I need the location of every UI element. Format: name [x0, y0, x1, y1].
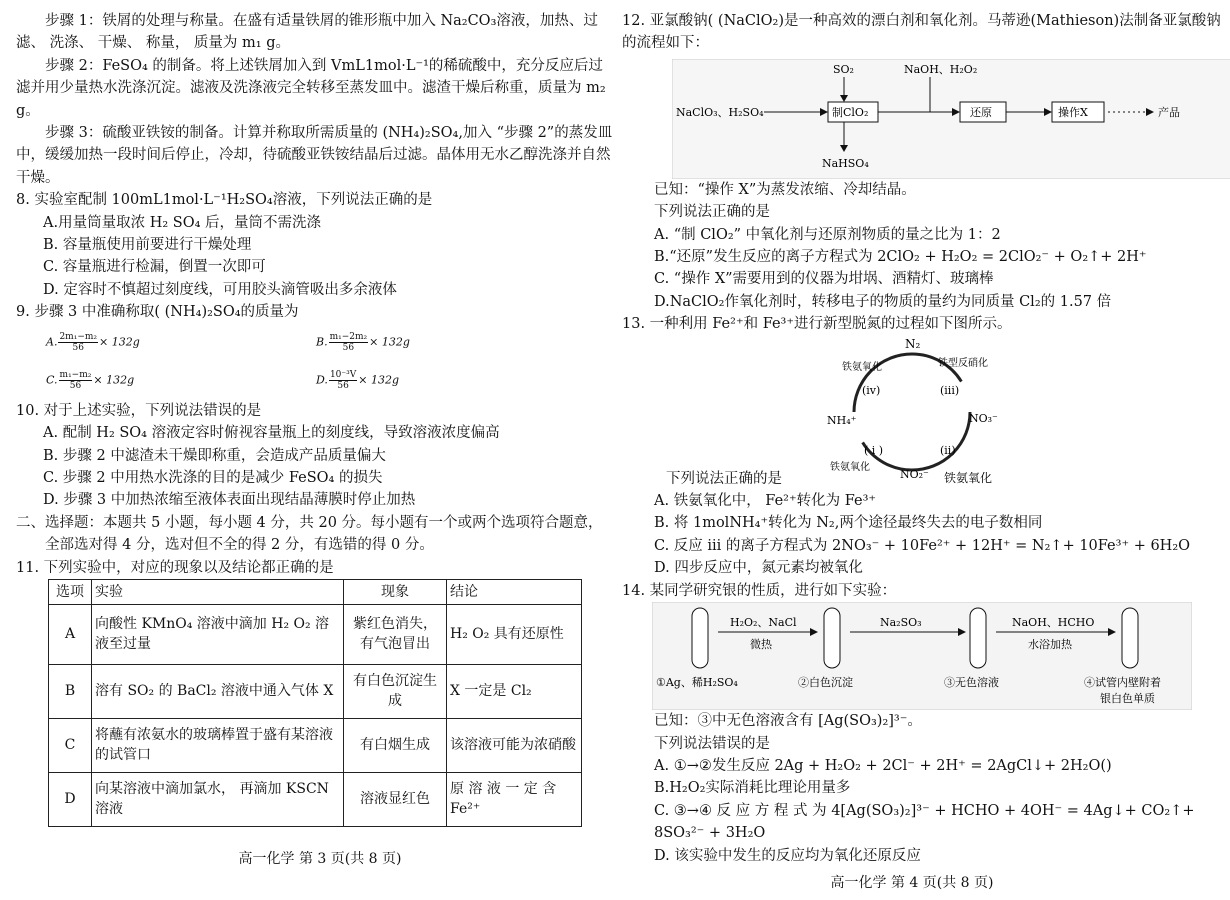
question-10: 10. 对于上述实验，下列说法错误的是: [16, 402, 262, 419]
table-cell: 紫红色消失，有气泡冒出: [344, 604, 447, 664]
q12-option-a: A. “制 ClO₂” 中氧化剂与还原剂物质的量之比为 1：2: [654, 226, 1001, 243]
table-cell: 将蘸有浓氨水的玻璃棒置于盛有某溶液的试管口: [92, 718, 344, 772]
question-11: 11. 下列实验中，对应的现象以及结论都正确的是: [16, 559, 334, 576]
page-footer-right: 高一化学 第 4 页(共 8 页): [830, 875, 994, 891]
tube-3-label: ③无色溶液: [944, 676, 999, 690]
q14-known: 已知：③中无色溶液含有 [Ag(SO₃)₂]³⁻。: [654, 713, 922, 730]
condition-1: 微热: [750, 638, 772, 652]
table-header: 选项: [49, 579, 92, 604]
q10-option-c: C. 步骤 2 中用热水洗涤的目的是减少 FeSO₄ 的损失: [43, 469, 383, 486]
condition-3: 水浴加热: [1028, 638, 1072, 652]
table-cell: D: [49, 772, 92, 826]
q14-option-c: C. ③→④ 反 应 方 程 式 为 4[Ag(SO₃)₂]³⁻ + HCHO + 4OH⁻ = 4Ag↓+ CO₂↑+: [654, 802, 1195, 819]
q10-option-a: A. 配制 H₂ SO₄ 溶液定容时俯视容量瓶上的刻度线，导致溶液浓度偏高: [43, 425, 500, 442]
q13-ask: 下列说法正确的是: [666, 470, 782, 487]
flow-naoh-label: NaOH、H₂O₂: [904, 62, 978, 76]
table-header: 实验: [92, 579, 344, 604]
box-operation-x-label: 操作X: [1058, 105, 1088, 119]
test-tube-4: [1122, 608, 1138, 668]
reagent-1: H₂O₂、NaCl: [730, 616, 797, 630]
question-9: 9. 步骤 3 中准确称取( (NH₄)₂SO₄的质量为: [16, 304, 299, 321]
tube-4-label-2: 银白色单质: [1100, 692, 1155, 706]
table-cell: 有白色沉淀生成: [344, 664, 447, 718]
q14-option-d: D. 该实验中发生的反应均为氧化还原反应: [654, 847, 921, 864]
cycle-step-iii: (iii): [940, 383, 960, 397]
table-cell: A: [49, 604, 92, 664]
table-header: 现象: [344, 579, 447, 604]
flow-so2-label: SO₂: [833, 62, 854, 76]
section-2-heading: 二、选择题：本题共 5 小题，每小题 4 分，共 20 分。每小题有一个或两个选项符合题意，全部选对得 4 分，选对但不全的得 2 分，有选错的得 0 分。: [16, 514, 603, 554]
left-page: [16, 10, 616, 827]
step1-text: 步骤 1：铁屑的处理与称量。在盛有适量铁屑的锥形瓶中加入 Na₂CO₃溶液，加热、过滤、 洗涤、 干燥、 称量， 质量为 m₁ g。: [16, 13, 598, 52]
table-cell: 溶液显红色: [344, 772, 447, 826]
q9-options-row-2: [16, 362, 616, 400]
step2-text: 步骤 2：FeSO₄ 的制备。将上述铁屑加入到 VmL1mol·L⁻¹的稀硫酸中，充分反应后过滤并用少量热水洗涤沉淀。滤液及洗涤液完全转移至蒸发皿中。滤渣干燥后称重，质量为 m₂ g。: [16, 57, 606, 119]
table-cell: C: [49, 718, 92, 772]
cycle-label-iii: 铁型反硝化: [938, 357, 988, 369]
q14-option-c-cont: 8SO₃²⁻ + 3H₂O: [654, 825, 766, 842]
q14-option-a: A. ①→②发生反应 2Ag + H₂O₂ + 2Cl⁻ + 2H⁺ = 2AgCl↓+ 2H₂O(): [654, 757, 1112, 774]
cycle-label-iv: 铁氨氧化: [842, 361, 882, 373]
q12-known: 已知：“操作 X”为蒸发浓缩、冷却结晶。: [654, 181, 916, 198]
cycle-no3: NO₃⁻: [969, 411, 998, 425]
box-make-clo2-label: 制ClO₂: [832, 105, 869, 119]
reagent-2: Na₂SO₃: [880, 616, 922, 630]
q9-option-a: A. $\frac{\text{2m₁−m₂}}{56}$ × 132g: [46, 332, 140, 354]
q9-option-c: C. $\frac{\text{m₁−m₂}}{56}$ × 132g: [46, 370, 135, 392]
table-cell: 溶有 SO₂ 的 BaCl₂ 溶液中通入气体 X: [92, 664, 344, 718]
question-12: 12. 亚氯酸钠( (NaClO₂)是一种高效的漂白剂和氧化剂。马蒂逊(Mathieson)法制备亚氯酸钠的流程如下：: [622, 13, 1221, 52]
box-reduction-label: 还原: [970, 105, 992, 119]
table-cell: 向某溶液中滴加氯水， 再滴加 KSCN 溶液: [92, 772, 344, 826]
table-cell: B: [49, 664, 92, 718]
cycle-no2: NO₂⁻: [900, 467, 929, 481]
cycle-nh4: NH₄⁺: [827, 413, 857, 427]
table-cell: 有白烟生成: [344, 718, 447, 772]
cycle-step-iv: (iv): [862, 383, 881, 397]
q9-option-d: D. $\frac{\text{10⁻³V}}{56}$ × 132g: [316, 370, 400, 392]
q14-tubes-diagram: [652, 602, 1192, 710]
table-cell: 向酸性 KMnO₄ 溶液中滴加 H₂ O₂ 溶液至过量: [92, 604, 344, 664]
q12-option-c: C. “操作 X”需要用到的仪器为坩埚、酒精灯、玻璃棒: [654, 271, 994, 288]
cycle-step-i: ( i ): [864, 443, 884, 457]
q8-option-d: D. 定容时不慎超过刻度线，可用胶头滴管吸出多余液体: [43, 281, 397, 298]
cycle-step-ii: (ii): [940, 443, 956, 457]
test-tube-1: [692, 608, 708, 668]
q13-option-a: A. 铁氨氧化中， Fe²⁺转化为 Fe³⁺: [654, 493, 877, 510]
q12-option-d: D.NaClO₂作氧化剂时，转移电子的物质的量约为同质量 Cl₂的 1.57 倍: [654, 293, 1112, 310]
table-cell: X 一定是 Cl₂: [447, 664, 582, 718]
table-row: [49, 772, 582, 826]
q12-ask: 下列说法正确的是: [654, 204, 770, 221]
flow-product-label: 产品: [1158, 105, 1180, 119]
diagram-background: [672, 59, 1230, 179]
table-header: 结论: [447, 579, 582, 604]
table-row: [49, 664, 582, 718]
flow-byproduct-label: NaHSO₄: [822, 156, 869, 170]
table-cell: H₂ O₂ 具有还原性: [447, 604, 582, 664]
q13-option-d: D. 四步反应中，氮元素均被氧化: [654, 560, 863, 577]
reagent-3: NaOH、HCHO: [1012, 616, 1095, 630]
q14-ask: 下列说法错误的是: [654, 735, 770, 752]
tube-4-label: ④试管内壁附着: [1084, 676, 1161, 690]
page-footer-left: 高一化学 第 3 页(共 8 页): [238, 851, 402, 867]
table-header-row: [49, 579, 582, 604]
q13-cycle-diagram: [622, 336, 1182, 486]
q10-option-b: B. 步骤 2 中滤渣未干燥即称重，会造成产品质量偏大: [43, 447, 386, 464]
cycle-n2: N₂: [905, 336, 921, 351]
tube-1-label: ①Ag、稀H₂SO₄: [656, 676, 738, 690]
step3-text: 步骤 3：硫酸亚铁铵的制备。计算并称取所需质量的 (NH₄)₂SO₄,加入 “步骤 2”的蒸发皿中，缓缓加热一段时间后停止，冷却，待硫酸亚铁铵结晶后过滤。晶体用无水乙醇洗涤并自然干燥。: [16, 125, 613, 186]
right-page: [622, 10, 1222, 867]
q8-option-a: A.用量筒量取浓 H₂ SO₄ 后，量筒不需洗涤: [43, 214, 321, 231]
q14-option-b: B.H₂O₂实际消耗比理论用量多: [654, 780, 851, 797]
tube-2-label: ②白色沉淀: [798, 676, 853, 690]
question-14: 14. 某同学研究银的性质，进行如下实验：: [622, 582, 897, 599]
table-cell: 原 溶 液 一 定 含 Fe²⁺: [447, 772, 582, 826]
test-tube-2: [824, 608, 840, 668]
flow-input-label: NaClO₃、H₂SO₄: [676, 105, 764, 119]
q13-option-b: B. 将 1molNH₄⁺转化为 N₂,两个途径最终失去的电子数相同: [654, 515, 1043, 532]
question-13: 13. 一种利用 Fe²⁺和 Fe³⁺进行新型脱氮的过程如下图所示。: [622, 316, 1012, 333]
q9-option-b: B. $\frac{\text{m₁−2m₂}}{56}$ × 132g: [316, 332, 410, 354]
q8-option-c: C. 容量瓶进行检漏，倒置一次即可: [43, 259, 266, 276]
q12-option-b: B.“还原”发生反应的离子方程式为 2ClO₂ + H₂O₂ = 2ClO₂⁻ + O₂↑+ 2H⁺: [654, 249, 1147, 266]
table-cell: 该溶液可能为浓硝酸: [447, 718, 582, 772]
q10-option-d: D. 步骤 3 中加热浓缩至液体表面出现结晶薄膜时停止加热: [43, 492, 416, 509]
question-8: 8. 实验室配制 100mL1mol·L⁻¹H₂SO₄溶液，下列说法正确的是: [16, 192, 433, 209]
cycle-label-ii: 铁氨氧化: [944, 470, 993, 485]
table-row: [49, 718, 582, 772]
q13-option-c: C. 反应 iii 的离子方程式为 2NO₃⁻ + 10Fe²⁺ + 12H⁺ = N₂↑+ 10Fe³⁺ + 6H₂O: [654, 537, 1191, 554]
experiment-table: [48, 579, 582, 827]
q8-option-b: B. 容量瓶使用前要进行干燥处理: [43, 237, 252, 254]
table-row: [49, 604, 582, 664]
q12-flow-diagram: [672, 59, 1230, 179]
cycle-label-i: 铁氨氧化: [830, 461, 870, 473]
q9-options-row-1: [16, 324, 616, 362]
test-tube-3: [970, 608, 986, 668]
